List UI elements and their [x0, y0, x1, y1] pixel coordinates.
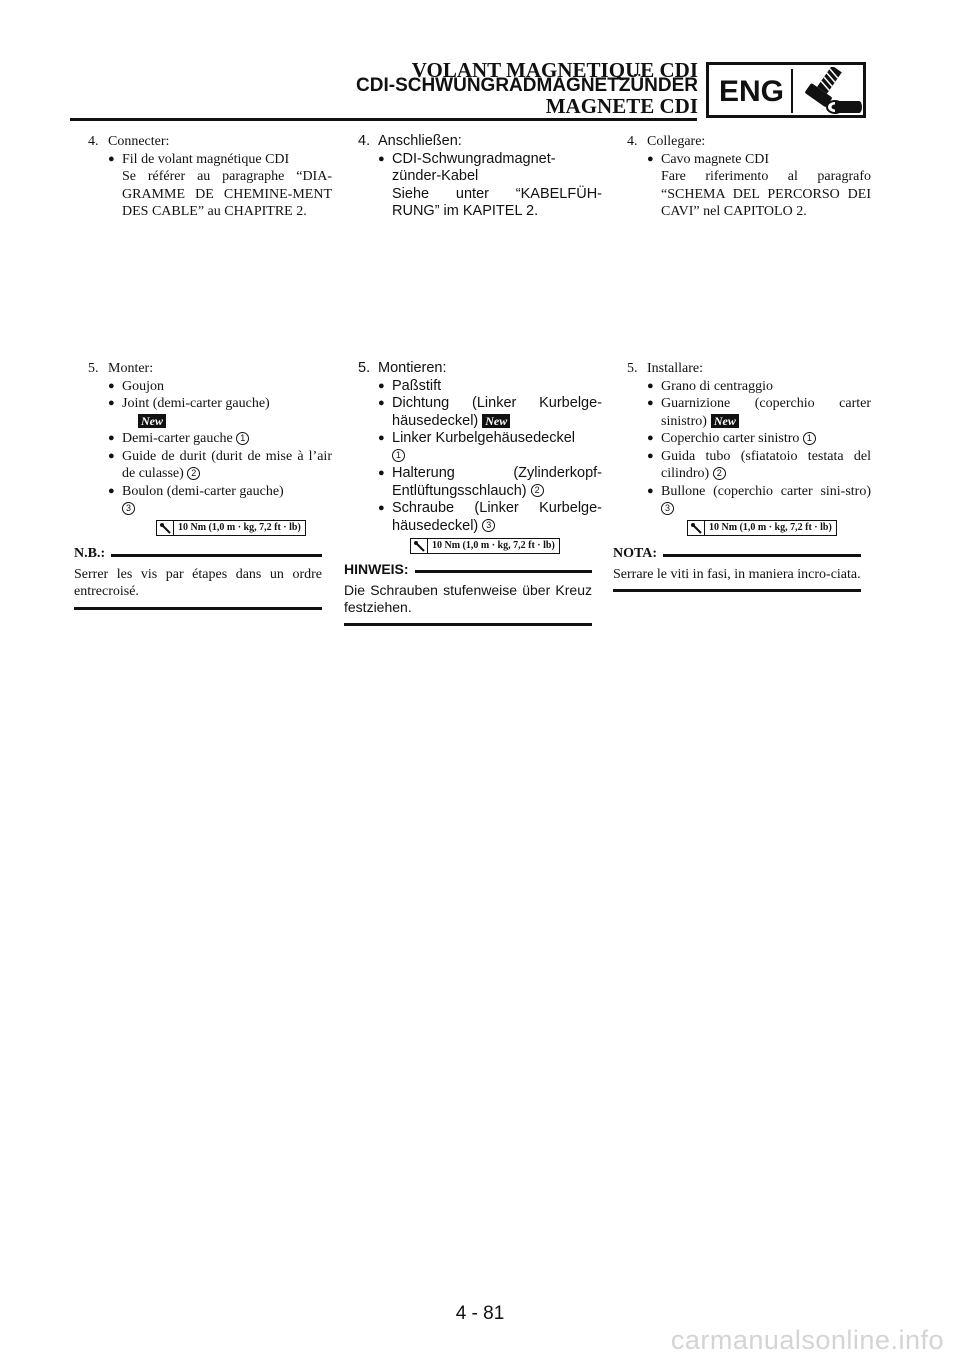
- callout-number: 3: [661, 502, 674, 515]
- reference-text: Siehe unter “KABELFÜH-RUNG” im KAPITEL 2.: [392, 185, 602, 219]
- note-text: Serrer les vis par étapes dans un ordre entrecroisé.: [74, 566, 322, 599]
- page-number: 4 - 81: [455, 1303, 505, 1324]
- step-action: Montieren:: [378, 360, 447, 376]
- bullet-icon: ●: [647, 449, 654, 462]
- title-italian: MAGNETE CDI: [545, 94, 698, 118]
- bullet-icon: ●: [108, 397, 115, 409]
- callout-number: 2: [187, 467, 200, 480]
- bullet-icon: ●: [378, 379, 385, 392]
- wrench-icon: [157, 521, 174, 535]
- callout-number: 1: [236, 432, 249, 445]
- bullet-icon: ●: [108, 152, 115, 165]
- list-item: ● Coperchio carter sinistro 1: [647, 430, 871, 448]
- note-title: HINWEIS:: [344, 561, 409, 577]
- step-number: 5.: [358, 360, 371, 376]
- torque-spec: 10 Nm (1,0 m · kg, 7,2 ft · lb): [687, 520, 837, 536]
- list-item: ● Guide de durit (durit de mise à l’air de culasse) 2: [108, 448, 332, 481]
- title-french: VOLANT MAGNETIQUE CDI: [411, 58, 698, 82]
- note-title: NOTA:: [613, 546, 658, 561]
- list-item: ● Goujon: [108, 378, 164, 394]
- list-item: ● Grano di centraggio: [647, 378, 773, 394]
- step-number: 4.: [88, 134, 99, 149]
- callout-number: 3: [482, 519, 495, 532]
- step-install: [352, 360, 602, 535]
- bullet-icon: ●: [108, 379, 115, 392]
- new-part-icon: New: [138, 414, 166, 428]
- step-action: Collegare:: [647, 134, 706, 149]
- watermark: carmanualsonline.info: [670, 1325, 944, 1355]
- step-connect: [621, 133, 871, 221]
- list-item: ● Guida tubo (sfiatatoio testata del cilindro) 2: [647, 448, 871, 481]
- note-title: N.B.:: [74, 546, 106, 561]
- note-text: Serrare le viti in fasi, in maniera incro-ciata.: [613, 566, 861, 582]
- new-part-icon: New: [711, 414, 739, 428]
- list-item: ● Halterung (Zylinderkopf-Entlüftungsschlauch) 2: [378, 465, 602, 499]
- step-number: 4.: [358, 133, 371, 149]
- bullet-icon: ●: [647, 484, 654, 497]
- reference-text: Fare riferimento al paragrafo “SCHEMA DEL PERCORSO DEI CAVI” nel CAPITOLO 2.: [661, 169, 871, 219]
- step-number: 4.: [627, 134, 638, 149]
- list-item: ● Schraube (Linker Kurbelge-häusedeckel) 3: [378, 500, 602, 534]
- bullet-icon: ●: [378, 502, 385, 514]
- bolt-icon: [797, 67, 863, 115]
- step-action: Connecter:: [108, 134, 170, 149]
- list-item: ● Paßstift: [378, 377, 442, 394]
- list-item: ● Linker Kurbelgehäusedeckel 1: [378, 430, 602, 465]
- wrench-icon: [411, 539, 428, 553]
- note-text: Die Schrauben stufenweise über Kreuz festziehen.: [344, 581, 592, 615]
- callout-number: 2: [713, 467, 726, 480]
- note-box: [74, 545, 322, 610]
- callout-number: 3: [122, 502, 135, 515]
- list-item: ● Dichtung (Linker Kurbelge-häusedeckel) New: [378, 395, 602, 429]
- note-box: [613, 545, 861, 592]
- step-action: Installare:: [647, 361, 703, 376]
- bullet-icon: ●: [378, 467, 385, 479]
- step-install: [621, 360, 871, 518]
- list-item: ● Joint (demi-carter gauche) New: [108, 396, 270, 429]
- callout-number: 2: [531, 484, 544, 497]
- wrench-icon: [688, 521, 705, 535]
- list-item: ● Bullone (coperchio carter sini-stro) 3: [647, 483, 871, 518]
- note-box: [344, 561, 592, 626]
- callout-number: 1: [392, 449, 405, 462]
- bullet-icon: ●: [647, 397, 654, 409]
- bullet-icon: ●: [378, 152, 385, 165]
- step-connect: [352, 133, 602, 221]
- bullet-icon: ●: [647, 379, 654, 392]
- badge-divider: [791, 69, 793, 113]
- bullet-icon: ●: [108, 432, 115, 444]
- step-action: Anschließen:: [378, 133, 462, 149]
- language-badge: [706, 62, 866, 118]
- list-item: ● CDI-Schwungradmagnet-zünder-Kabel: [378, 150, 556, 184]
- step-number: 5.: [627, 361, 638, 376]
- torque-spec: 10 Nm (1,0 m · kg, 7,2 ft · lb): [156, 520, 306, 536]
- reference-text: Se référer au paragraphe “DIA-GRAMME DE CHEMINE-MENT DES CABLE” au CHAPITRE 2.: [122, 169, 332, 219]
- list-item: ● Boulon (demi-carter gauche) 3: [108, 483, 332, 518]
- bullet-icon: ●: [378, 432, 385, 444]
- bullet-icon: ●: [647, 432, 654, 444]
- step-connect: [82, 133, 332, 221]
- title-german: CDI-SCHWUNGRADMAGNETZÜNDER: [356, 75, 698, 96]
- step-action: Monter:: [108, 361, 154, 376]
- list-item: ● Guarnizione (coperchio carter sinistro) New: [647, 396, 871, 429]
- bullet-icon: ●: [108, 449, 115, 462]
- list-item: ● Cavo magnete CDI: [647, 151, 770, 167]
- list-item: ● Fil de volant magnétique CDI: [108, 151, 290, 167]
- list-item: ● Demi-carter gauche 1: [108, 430, 332, 448]
- new-part-icon: New: [482, 414, 510, 428]
- step-install: [82, 360, 332, 518]
- bullet-icon: ●: [378, 397, 385, 409]
- language-label: ENG: [719, 75, 785, 108]
- header-rule: [70, 118, 697, 121]
- torque-spec: 10 Nm (1,0 m · kg, 7,2 ft · lb): [410, 538, 560, 554]
- callout-number: 1: [803, 432, 816, 445]
- bullet-icon: ●: [108, 484, 115, 497]
- bullet-icon: ●: [647, 152, 654, 165]
- step-number: 5.: [88, 361, 99, 376]
